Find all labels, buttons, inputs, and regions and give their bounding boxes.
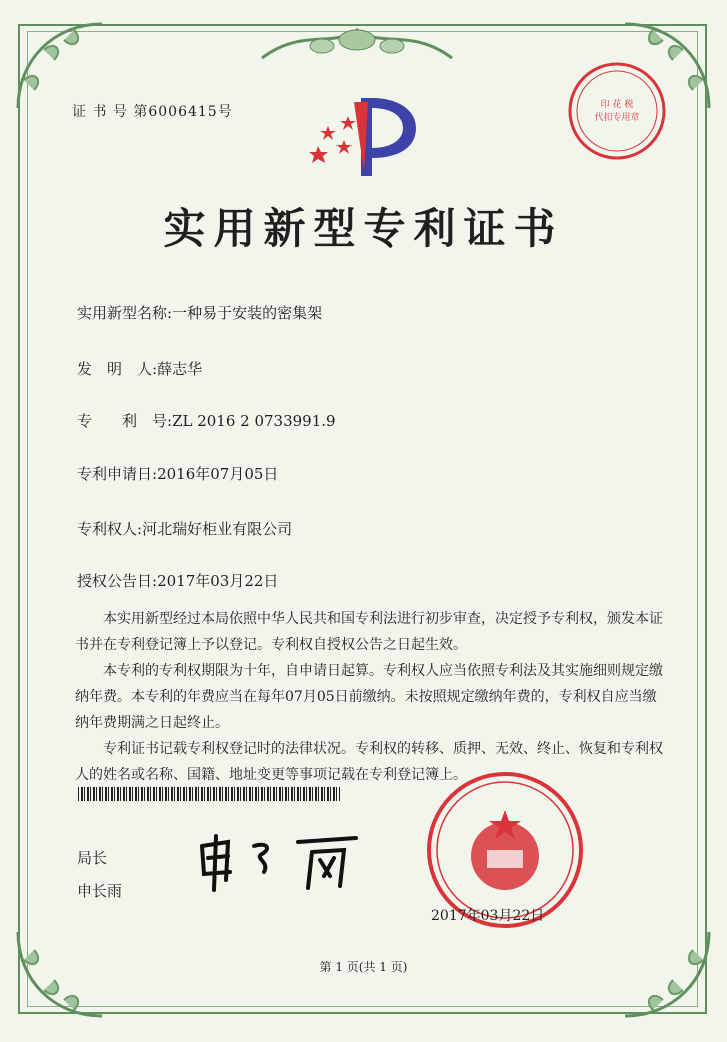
- field-grant-date: [77, 570, 278, 591]
- field-label: 授权公告日:: [77, 572, 158, 590]
- field-label: 专利权人:: [77, 520, 143, 538]
- certificate-body: [75, 606, 665, 788]
- barcode-icon: [78, 787, 340, 801]
- corner-ornament-icon: [14, 20, 106, 112]
- field-utility-model-name: [77, 302, 322, 323]
- certificate-number: 证 书 号 第6006415号: [72, 104, 233, 120]
- field-label: 专利申请日:: [77, 465, 158, 483]
- field-value: 2017年03月22日: [157, 572, 279, 590]
- handwritten-signature-icon: [194, 828, 370, 894]
- field-label: 专 利 号:: [77, 412, 173, 430]
- body-paragraph: 专利证书记载专利权登记时的法律状况。专利权的转移、质押、无效、终止、恢复和专利权人的姓名或名称、国籍、地址变更等事项记载在专利登记簿上。: [75, 741, 663, 783]
- page-number: 第 1 页(共 1 页): [319, 960, 408, 974]
- field-inventor: [77, 358, 202, 379]
- field-value: 薛志华: [157, 360, 203, 378]
- svg-text:代扣专用章: 代扣专用章: [594, 113, 640, 123]
- field-value: ZL 2016 2 0733991.9: [172, 412, 336, 430]
- field-patentee: [77, 518, 292, 539]
- field-value: 2016年07月05日: [157, 465, 279, 483]
- top-floral-ornament-icon: [252, 18, 462, 70]
- field-patent-number: [77, 410, 336, 431]
- seal-date: 2017年03月22日: [431, 908, 545, 924]
- body-paragraph: 本专利的专利权期限为十年，自申请日起算。专利权人应当依照专利法及其实施细则规定缴纳年费。本专利的年费应当在每年07月05日前缴纳。未按照规定缴纳年费的，专利权自应当缴纳年费期满之日起终止。: [75, 663, 663, 731]
- director-title: 局长: [77, 849, 108, 867]
- svg-text:印 花 税: 印 花 税: [600, 100, 634, 110]
- field-label: 实用新型名称:: [77, 304, 173, 322]
- field-value: 一种易于安装的密集架: [172, 304, 323, 322]
- director-name: 申长雨: [77, 882, 123, 900]
- field-label: 发 明 人:: [77, 360, 158, 378]
- field-application-date: [77, 463, 278, 484]
- certificate-title: 实用新型专利证书: [163, 204, 564, 253]
- stamp-duty-seal-icon: [566, 60, 668, 162]
- patent-office-logo-icon: [306, 88, 421, 180]
- field-value: 河北瑞好柜业有限公司: [142, 520, 293, 538]
- body-paragraph: 本实用新型经过本局依照中华人民共和国专利法进行初步审查，决定授予专利权，颁发本证书并在专利登记簿上予以登记。专利权自授权公告之日起生效。: [75, 611, 663, 653]
